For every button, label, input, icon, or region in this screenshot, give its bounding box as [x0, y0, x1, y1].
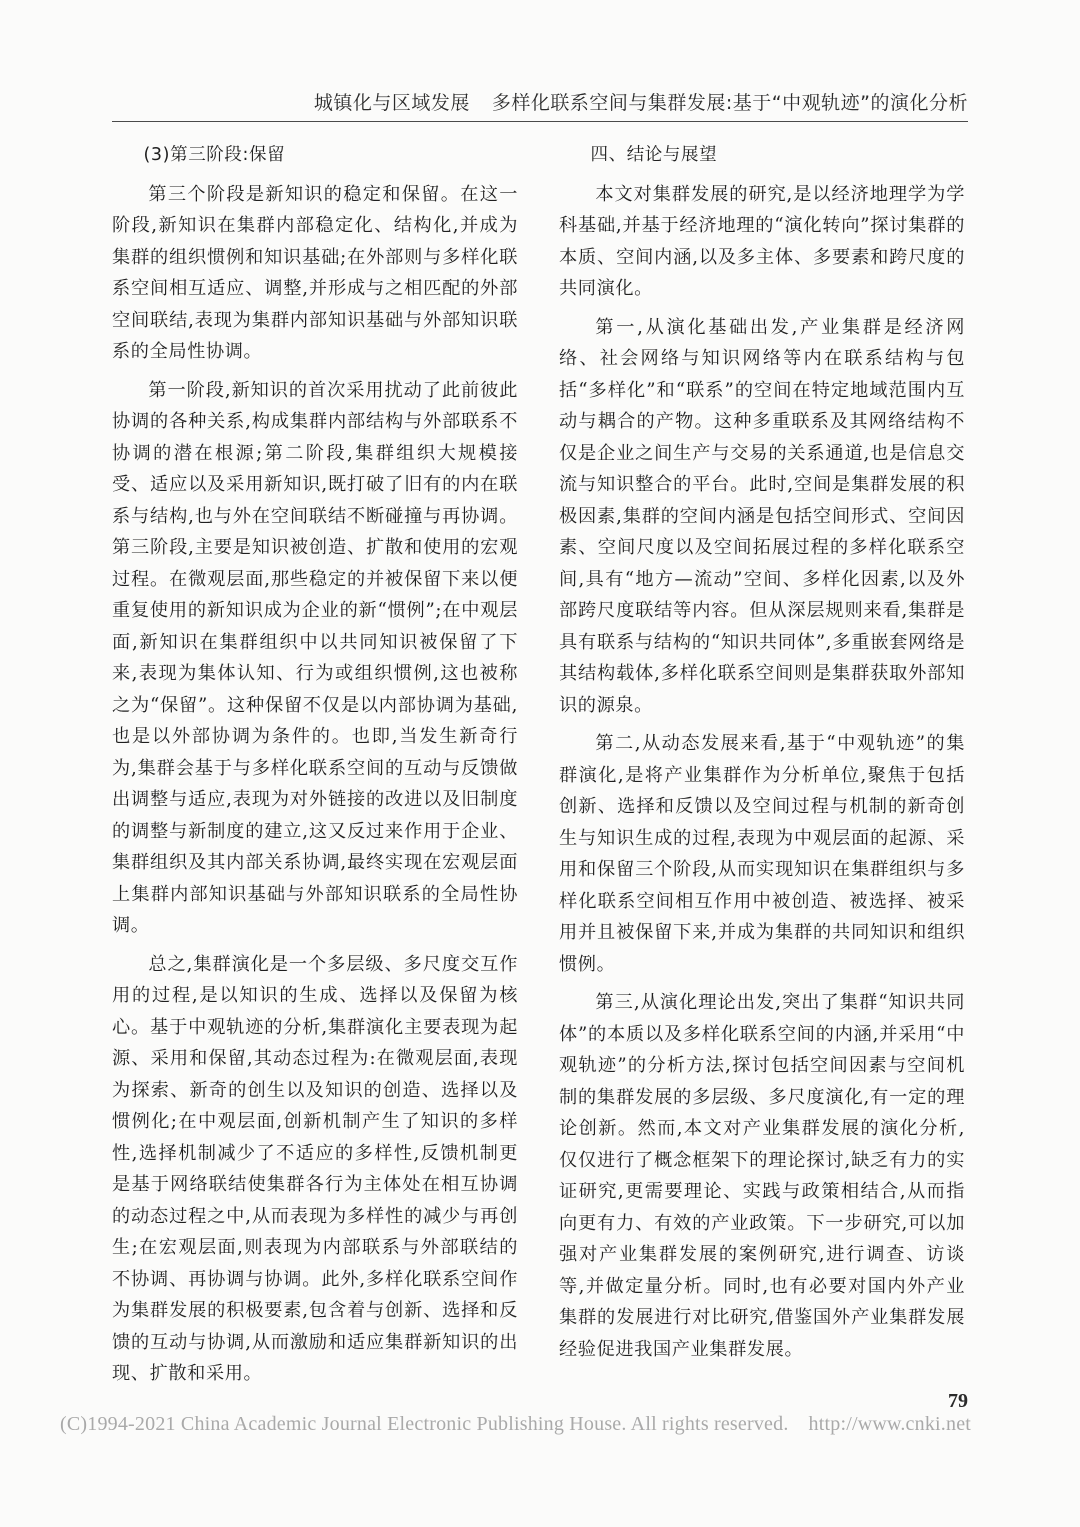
- left-column: [112, 140, 518, 1390]
- copyright-notice: (C)1994-2021 China Academic Journal Electronic Publishing House. All rights reserved.: [60, 1413, 789, 1435]
- footer-url: http://www.cnki.net: [808, 1413, 972, 1435]
- body-paragraph: 第三,从演化理论出发,突出了集群“知识共同体”的本质以及多样化联系空间的内涵,并采用“中观轨迹”的分析方法,探讨包括空间因素与空间机制的集群发展的多层级、多尺度演化,有一定的理论创新。然而,本文对产业集群发展的演化分析,仅仅进行了概念框架下的理论探讨,缺乏有力的实证研究,更需要理论、实践与政策相结合,从而指向更有力、有效的产业政策。下一步研究,可以加强对产业集群发展的案例研究,进行调查、访谈等,并做定量分析。同时,也有必要对国内外产业集群的发展进行对比研究,借鉴国外产业集群发展经验促进我国产业集群发展。: [559, 992, 965, 1360]
- footer-notice: [60, 1413, 972, 1436]
- body-paragraph: 第一阶段,新知识的首次采用扰动了此前彼此协调的各种关系,构成集群内部结构与外部联系不协调的潜在根源;第二阶段,集群组织大规模接受、适应以及采用新知识,既打破了旧有的内在联系与结构,也与外在空间联结不断碰撞与再协调。第三阶段,主要是知识被创造、扩散和使用的宏观过程。在微观层面,那些稳定的并被保留下来以便重复使用的新知识成为企业的新“惯例”;在中观层面,新知识在集群组织中以共同知识被保留了下来,表现为集体认知、行为或组织惯例,这也被称之为“保留”。这种保留不仅是以内部协调为基础,也是以外部协调为条件的。也即,当发生新奇行为,集群会基于与多样化联系空间的互动与反馈做出调整与适应,表现为对外链接的改进以及旧制度的调整与新制度的建立,这又反过来作用于企业、集群组织及其内部关系协调,最终实现在宏观层面上集群内部知识基础与外部知识联系的全局性协调。: [112, 379, 518, 936]
- header-section: 城镇化与区域发展: [313, 92, 470, 114]
- body-paragraph: 第一,从演化基础出发,产业集群是经济网络、社会网络与知识网络等内在联系结构与包括“多样化”和“联系”的空间在特定地域范围内互动与耦合的产物。这种多重联系及其网络结构不仅是企业之间生产与交易的关系通道,也是信息交流与知识整合的平台。此时,空间是集群发展的积极因素,集群的空间内涵是包括空间形式、空间因素、空间尺度以及空间拓展过程的多样化联系空间,具有“地方—流动”空间、多样化因素,以及外部跨尺度联结等内容。但从深层规则来看,集群是具有联系与结构的“知识共同体”,多重嵌套网络是其结构载体,多样化联系空间则是集群获取外部知识的源泉。: [559, 316, 965, 716]
- running-header: [112, 88, 968, 120]
- header-article-title: 多样化联系空间与集群发展:基于“中观轨迹”的演化分析: [491, 92, 968, 114]
- right-column: [559, 140, 965, 1365]
- page-number: 79: [948, 1390, 968, 1412]
- body-paragraph: 本文对集群发展的研究,是以经济地理学为学科基础,并基于经济地理的“演化转向”探讨集群的本质、空间内涵,以及多主体、多要素和跨尺度的共同演化。: [559, 183, 965, 299]
- body-paragraph: 第二,从动态发展来看,基于“中观轨迹”的集群演化,是将产业集群作为分析单位,聚焦于包括创新、选择和反馈以及空间过程与机制的新奇创生与知识生成的过程,表现为中观层面的起源、采用和保留三个阶段,从而实现知识在集群组织与多样化联系空间相互作用中被创造、被选择、被采用并且被保留下来,并成为集群的共同知识和组织惯例。: [559, 733, 965, 975]
- subsection-heading: (3)第三阶段:保留: [143, 145, 286, 165]
- body-paragraph: 总之,集群演化是一个多层级、多尺度交互作用的过程,是以知识的生成、选择以及保留为核心。基于中观轨迹的分析,集群演化主要表现为起源、采用和保留,其动态过程为:在微观层面,表现为探索、新奇的创生以及知识的创造、选择以及惯例化;在中观层面,创新机制产生了知识的多样性,选择机制减少了不适应的多样性,反馈机制更是基于网络联结使集群各行为主体处在相互协调的动态过程之中,从而表现为多样性的减少与再创生;在宏观层面,则表现为内部联系与外部联结的不协调、再协调与协调。此外,多样化联系空间作为集群发展的积极要素,包含着与创新、选择和反馈的互动与协调,从而激励和适应集群新知识的出现、扩散和采用。: [112, 953, 518, 1384]
- section-heading: 四、结论与展望: [590, 145, 718, 165]
- body-paragraph: 第三个阶段是新知识的稳定和保留。在这一阶段,新知识在集群内部稳定化、结构化,并成为集群的组织惯例和知识基础;在外部则与多样化联系空间相互适应、调整,并形成与之相匹配的外部空间联结,表现为集群内部知识基础与外部知识联系的全局性协调。: [112, 183, 518, 362]
- header-rule: [112, 121, 968, 122]
